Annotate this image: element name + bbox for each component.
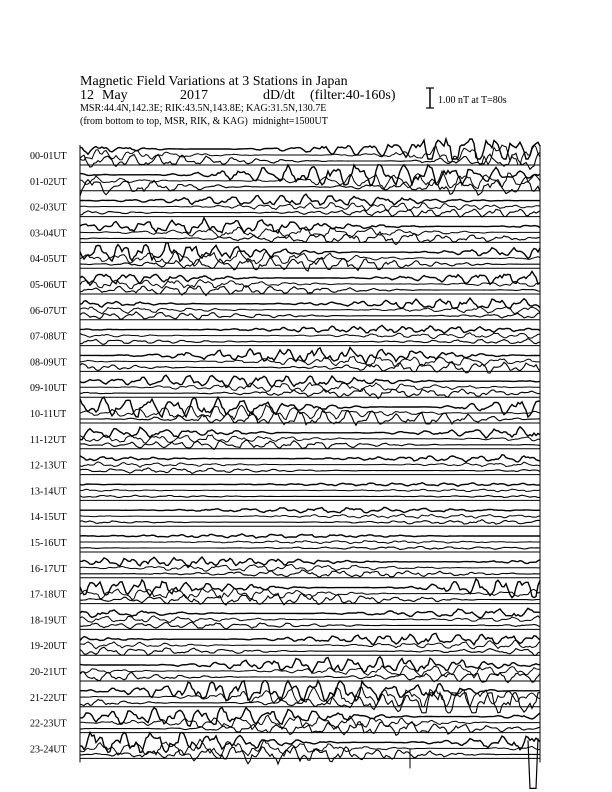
row-label: 19-20UT xyxy=(30,641,67,653)
row-label: 03-04UT xyxy=(30,228,67,240)
trace-msr xyxy=(80,339,540,345)
row-label: 23-24UT xyxy=(30,744,67,756)
trace-rik xyxy=(80,462,540,467)
row-label: 20-21UT xyxy=(30,667,67,678)
trace-kag xyxy=(80,681,540,701)
row-label: 07-08UT xyxy=(30,331,67,343)
trace-msr xyxy=(80,495,540,497)
trace-kag xyxy=(80,375,540,387)
date-day: 12 xyxy=(80,88,94,103)
row-label: 00-01UT xyxy=(30,151,67,162)
trace-rik xyxy=(80,739,540,756)
trace-kag xyxy=(80,534,540,538)
row-label: 11-12UT xyxy=(30,434,67,446)
row-label: 13-14UT xyxy=(30,486,67,498)
row-label: 10-11UT xyxy=(30,409,67,420)
trace-msr xyxy=(80,440,540,449)
trace-kag xyxy=(80,218,540,233)
row-label: 02-03UT xyxy=(30,202,67,214)
trace-kag xyxy=(80,557,540,567)
trace-msr xyxy=(80,312,540,320)
trace-rik xyxy=(80,489,540,492)
row-label: 21-22UT xyxy=(30,692,67,704)
trace-msr xyxy=(80,622,540,629)
trace-rik xyxy=(80,251,540,266)
trace-rik xyxy=(80,307,540,314)
trace-msr xyxy=(80,547,540,550)
trace-rik xyxy=(80,356,540,366)
trace-rik xyxy=(80,145,540,165)
trace-kag xyxy=(80,507,540,512)
trace-kag xyxy=(80,633,540,644)
trace-msr xyxy=(80,468,540,474)
trace-msr xyxy=(80,209,540,217)
trace-msr xyxy=(80,746,540,764)
trace-kag xyxy=(80,397,540,417)
chart-title: Magnetic Field Variations at 3 Stations in Japan xyxy=(80,74,348,89)
order-text: (from bottom to top, MSR, RIK, & KAG) xyxy=(80,116,248,127)
trace-rik xyxy=(80,227,540,239)
trace-spike xyxy=(528,738,538,788)
trace-kag xyxy=(80,483,540,487)
row-label: 12-13UT xyxy=(30,460,67,472)
row-label: 16-17UT xyxy=(30,563,67,575)
trace-kag xyxy=(80,194,540,205)
midnight-note: midnight=1500UT xyxy=(252,116,328,127)
trace-rik xyxy=(80,541,540,544)
trace-msr xyxy=(80,257,540,271)
trace-rik xyxy=(80,280,540,289)
quantity-label: dD/dt xyxy=(263,88,295,103)
trace-rik xyxy=(80,203,540,212)
trace-kag xyxy=(80,427,540,440)
row-label: 18-19UT xyxy=(30,615,67,627)
date-year: 2017 xyxy=(180,88,208,103)
row-label: 14-15UT xyxy=(30,512,67,524)
trace-rik xyxy=(80,565,540,572)
trace-kag xyxy=(80,732,540,752)
trace-msr xyxy=(80,570,540,577)
row-label: 01-02UT xyxy=(30,176,67,188)
trace-kag xyxy=(80,298,540,309)
trace-kag xyxy=(80,608,540,618)
trace-kag xyxy=(80,325,540,333)
trace-rik xyxy=(80,514,540,518)
row-label: 09-10UT xyxy=(30,383,67,395)
row-label: 17-18UT xyxy=(30,589,67,601)
date-month: May xyxy=(102,88,128,103)
trace-kag xyxy=(80,455,540,462)
row-label: 06-07UT xyxy=(30,305,67,317)
row-label: 22-23UT xyxy=(30,718,67,730)
row-label: 08-09UT xyxy=(30,357,67,369)
trace-rik xyxy=(80,333,540,339)
row-label: 15-16UT xyxy=(30,538,67,549)
scale-label: 1.00 nT at T=80s xyxy=(438,95,507,106)
row-label: 05-06UT xyxy=(30,280,67,291)
trace-rik xyxy=(80,616,540,623)
station-coordinates: MSR:44.4N,142.3E; RIK:43.5N,143.8E; KAG:31.5N,130.7E xyxy=(80,103,327,114)
row-label: 04-05UT xyxy=(30,254,67,266)
trace-msr xyxy=(80,520,540,524)
trace-kag xyxy=(80,271,540,285)
filter-label: (filter:40-160s) xyxy=(310,88,396,103)
